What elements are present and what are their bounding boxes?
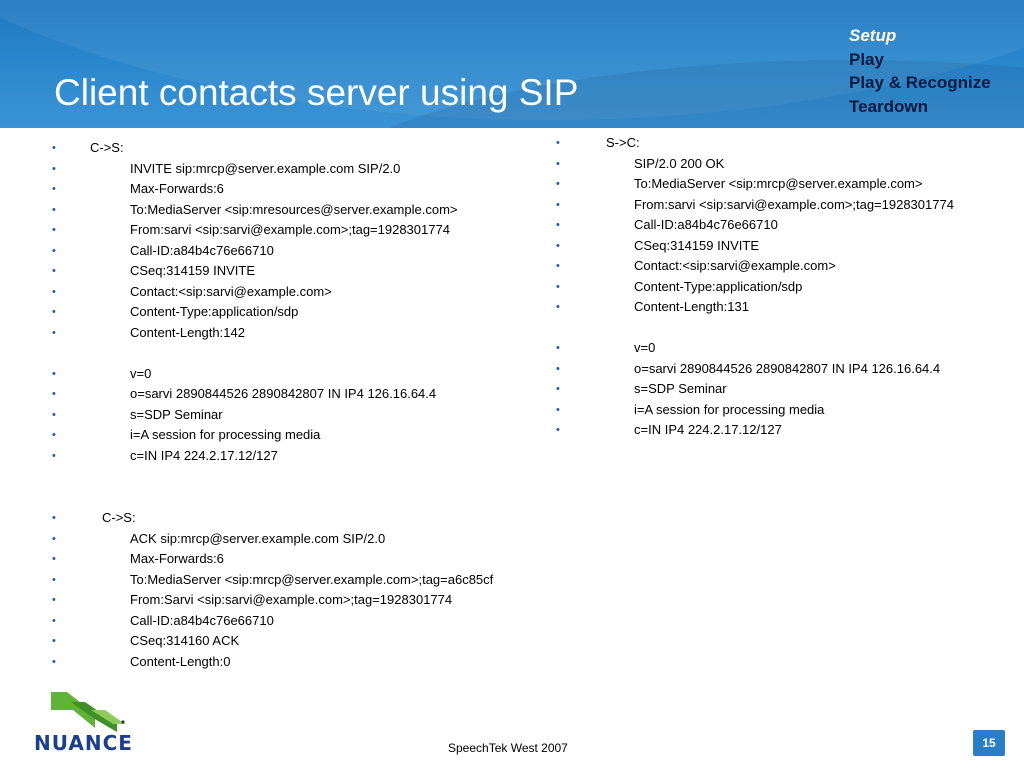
agenda-item-setup: Setup <box>849 26 897 45</box>
bullet-icon: • <box>52 532 56 545</box>
bullet-icon: • <box>556 260 560 272</box>
bullet-icon: • <box>52 183 56 195</box>
bullet-icon: • <box>52 367 56 380</box>
bullet-icon: • <box>52 573 56 586</box>
bullet-icon: • <box>556 219 560 231</box>
slide-title: Client contacts server using SIP <box>54 72 579 113</box>
page-number-badge: 15 <box>973 730 1005 756</box>
bullet-icon: • <box>52 408 56 421</box>
bullet-icon: • <box>52 614 56 627</box>
bullet-icon: • <box>52 224 56 236</box>
bullet-icon: • <box>556 342 560 354</box>
bullet-icon: • <box>52 142 56 154</box>
bullet-icon: • <box>52 265 56 277</box>
bullet-icon: • <box>556 137 560 149</box>
bullet-icon: • <box>556 198 560 211</box>
bullet-icon: • <box>52 388 56 400</box>
bullet-icon: • <box>52 449 56 462</box>
bullet-icon: • <box>556 424 560 436</box>
bullet-icon: • <box>52 326 56 339</box>
bullet-icon: • <box>556 157 560 170</box>
agenda-item-teardown: Teardown <box>849 96 929 116</box>
bullet-icon: • <box>556 178 560 190</box>
bullet-icon: • <box>52 162 56 175</box>
bullet-icon: • <box>52 203 56 216</box>
bullet-icon: • <box>52 244 56 257</box>
bullet-icon: • <box>52 635 56 647</box>
footer-event-label: SpeechTek West 2007 <box>448 741 568 755</box>
bullet-icon: • <box>556 403 560 416</box>
agenda-list <box>849 24 991 118</box>
bullet-icon: • <box>52 553 56 565</box>
nuance-logo-text: NUANCE <box>34 731 133 755</box>
bullet-icon: • <box>556 239 560 252</box>
bullet-icon: • <box>556 362 560 375</box>
bullet-icon: • <box>52 429 56 441</box>
agenda-item-play: Play <box>849 49 884 69</box>
bullet-icon: • <box>52 285 56 298</box>
bullet-icon: • <box>52 655 56 668</box>
bullet-icon: • <box>556 301 560 313</box>
bullet-icon: • <box>556 280 560 293</box>
bullet-icon: • <box>556 383 560 395</box>
bullet-icon: • <box>52 306 56 318</box>
bullet-icon: • <box>52 594 56 606</box>
bullet-icon: • <box>52 512 56 524</box>
agenda-item-play-recognize: Play & Recognize <box>849 73 991 92</box>
